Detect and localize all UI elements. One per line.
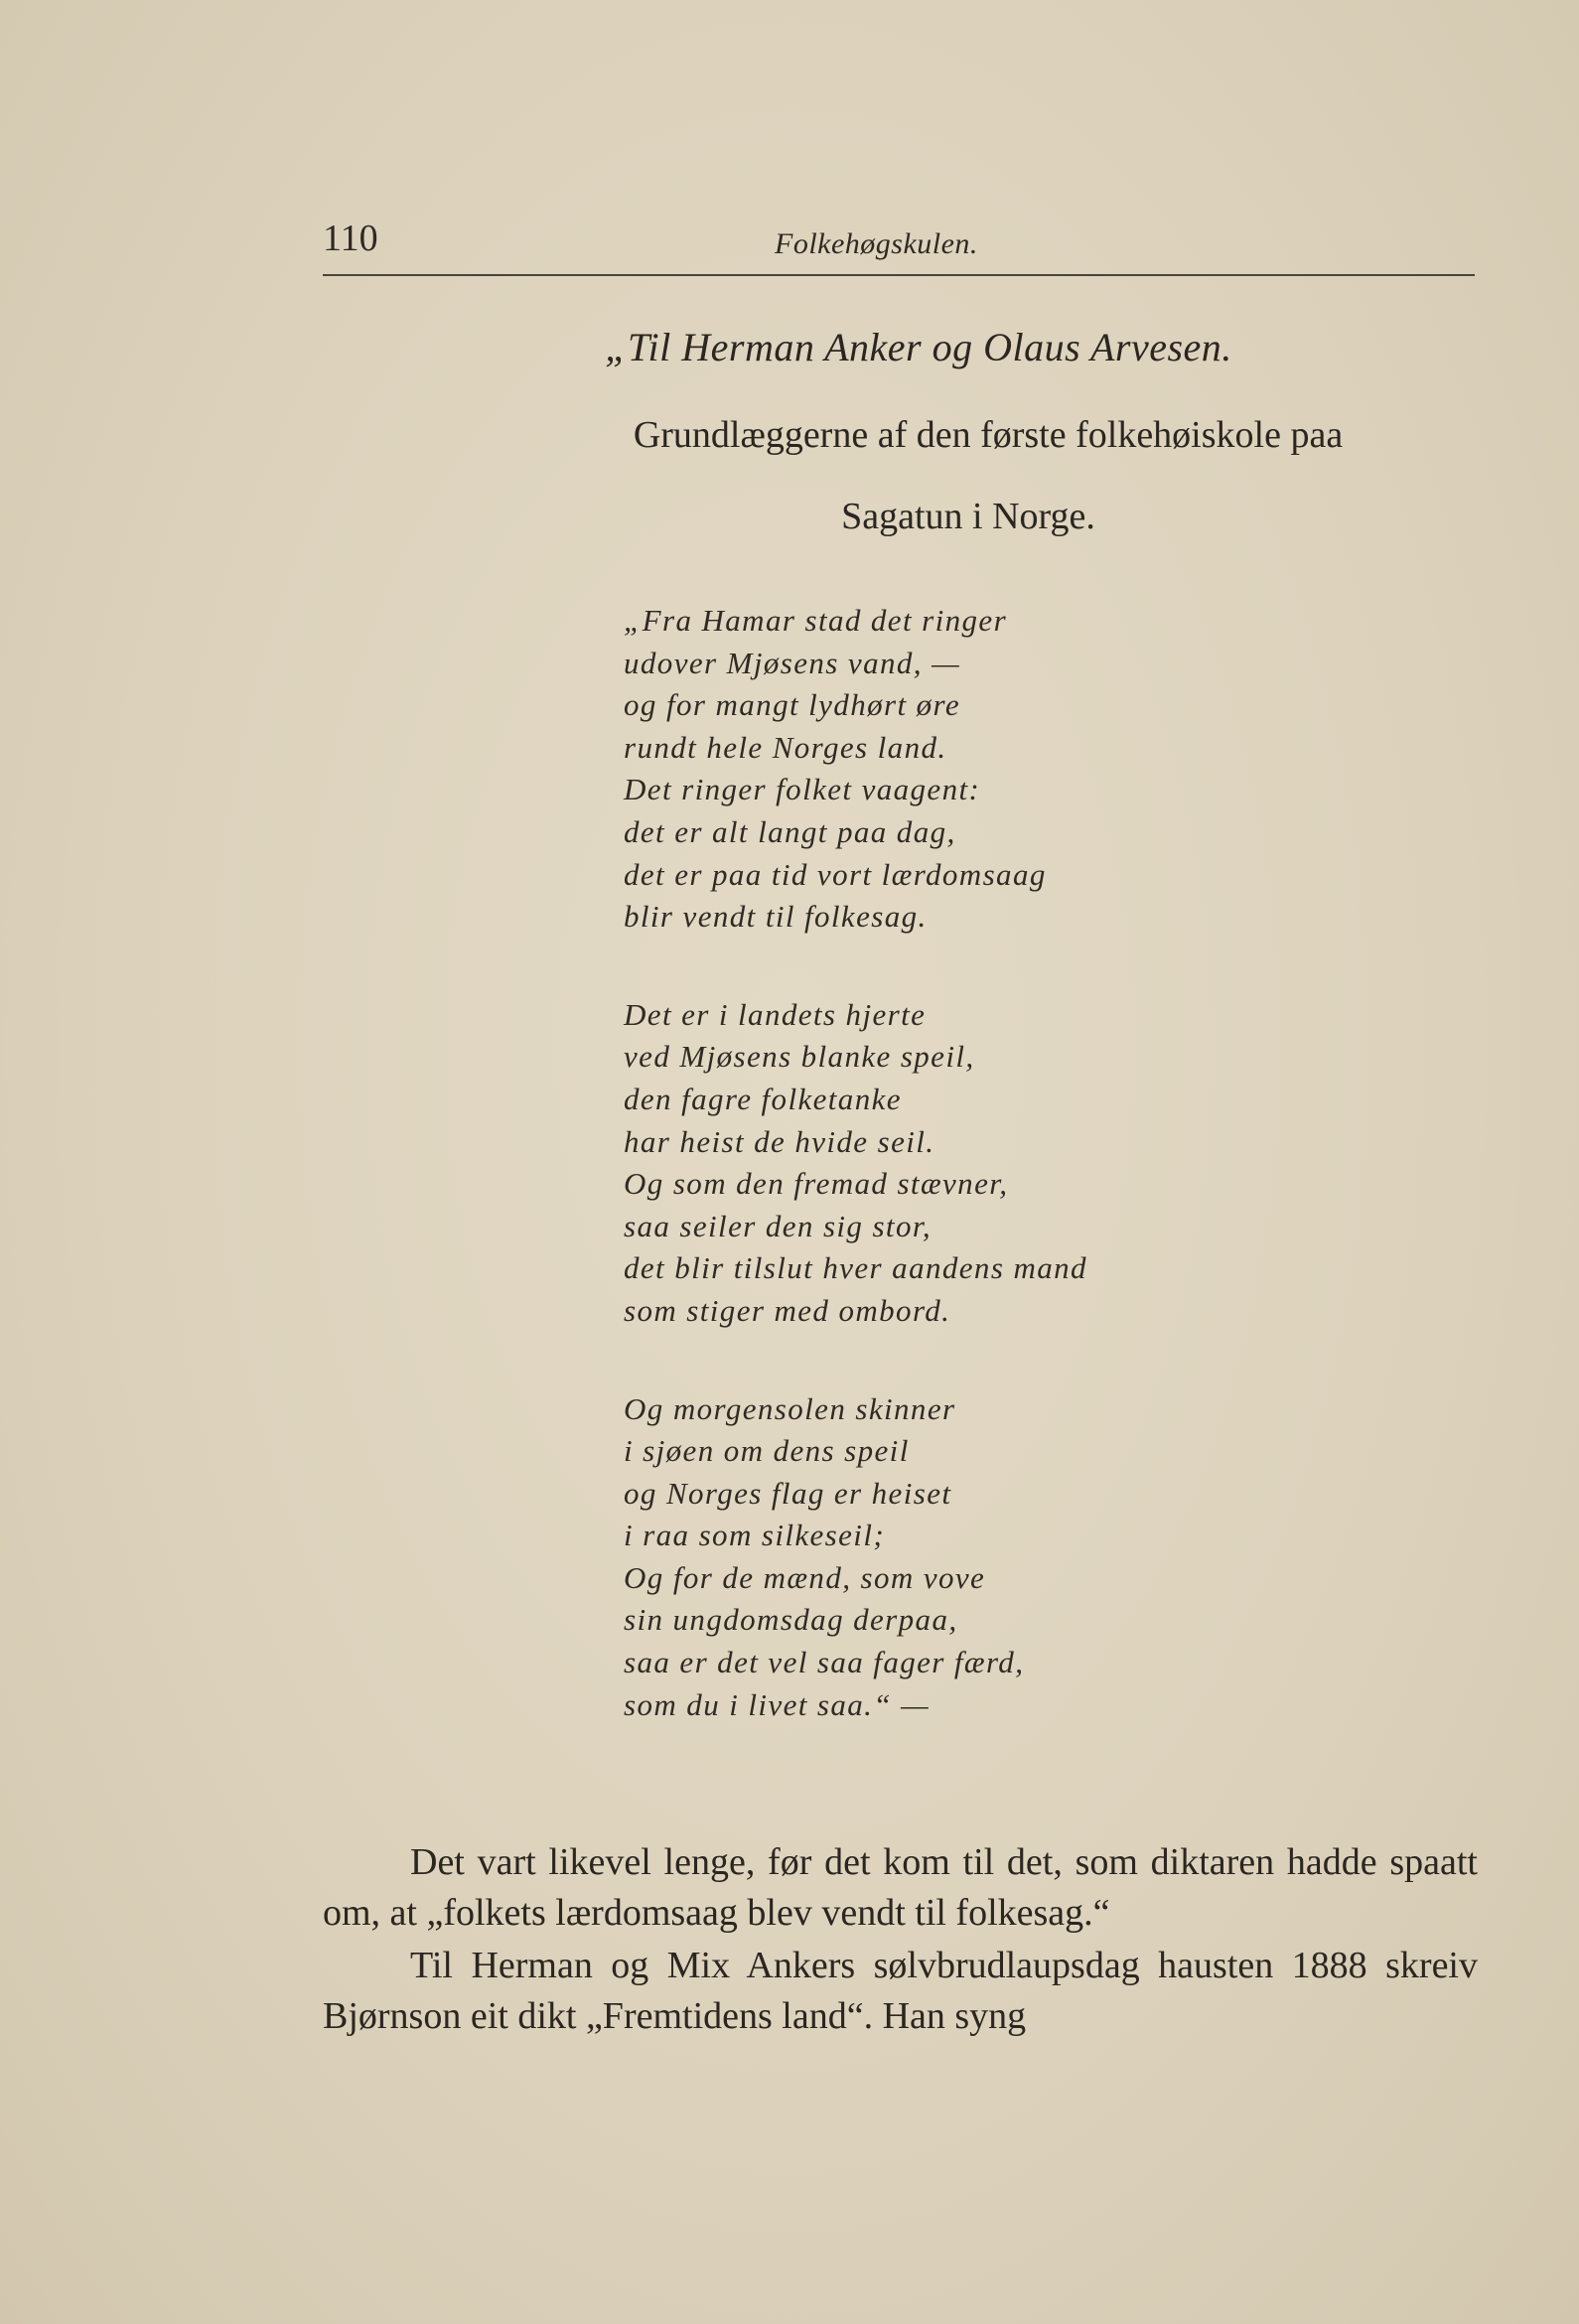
running-head [323,209,1475,268]
dedication-title: „Til Herman Anker og Olaus Arvesen. [605,325,1232,369]
poem-stanza-1 [624,600,1438,939]
verse-line: det er paa tid vort lærdomsaag [624,856,1047,892]
header-rule [323,274,1475,276]
verse-line: den fagre folketanke [624,1081,902,1116]
verse-line: som stiger med ombord. [624,1292,951,1328]
verse-line: som du i livet saa.“ — [624,1686,931,1722]
verse-line: udover Mjøsens vand, — [624,645,961,680]
poem-stanza-2 [624,994,1438,1333]
paragraph: Det vart likevel lenge, før det kom til det, som diktaren hadde spaatt om, at „folkets lærdomsaag blev vendt til folkesag.“ [323,1841,1478,1934]
verse-line: rundt hele Norges land. [624,729,947,765]
verse-line: har heist de hvide seil. [624,1123,935,1159]
verse-line: det blir tilslut hver aandens mand [624,1250,1087,1286]
page-number: 110 [323,218,378,259]
verse-line: og for mangt lydhørt øre [624,687,960,723]
verse-line: blir vendt til folkesag. [624,899,928,935]
body-text [323,1837,1478,2042]
verse-line: ved Mjøsens blanke speil, [624,1039,975,1075]
verse-line: i raa som silkeseil; [624,1518,886,1553]
verse-line: Og for de mænd, som vove [624,1559,986,1595]
verse-line: det er alt langt paa dag, [624,813,956,849]
verse-line: saa er det vel saa fager færd, [624,1645,1025,1680]
poem [624,600,1438,1782]
verse-line: Og som den fremad stævner, [624,1166,1009,1202]
poem-stanza-3 [624,1388,1438,1727]
paragraph: Til Herman og Mix Ankers sølvbrudlaupsdag hausten 1888 skreiv Bjørnson eit dikt „Fremtidens land“. Han syng [323,1945,1478,2037]
verse-line: „Fra Hamar stad det ringer [624,603,1008,638]
verse-line: Det ringer folket vaagent: [624,772,981,807]
verse-line: Det er i landets hjerte [624,996,927,1032]
dedication-subtitle: Grundlæggerne af den første folkehøiskole paa [633,414,1344,456]
verse-line: saa seiler den sig stor, [624,1208,933,1243]
verse-line: Og morgensolen skinner [624,1390,956,1426]
verse-line: sin ungdomsdag derpaa, [624,1602,958,1638]
running-title: Folkehøgskulen. [775,227,978,260]
verse-line: i sjøen om dens speil [624,1433,910,1469]
verse-line: og Norges flag er heiset [624,1475,952,1511]
dedication-place: Sagatun i Norge. [841,496,1095,537]
